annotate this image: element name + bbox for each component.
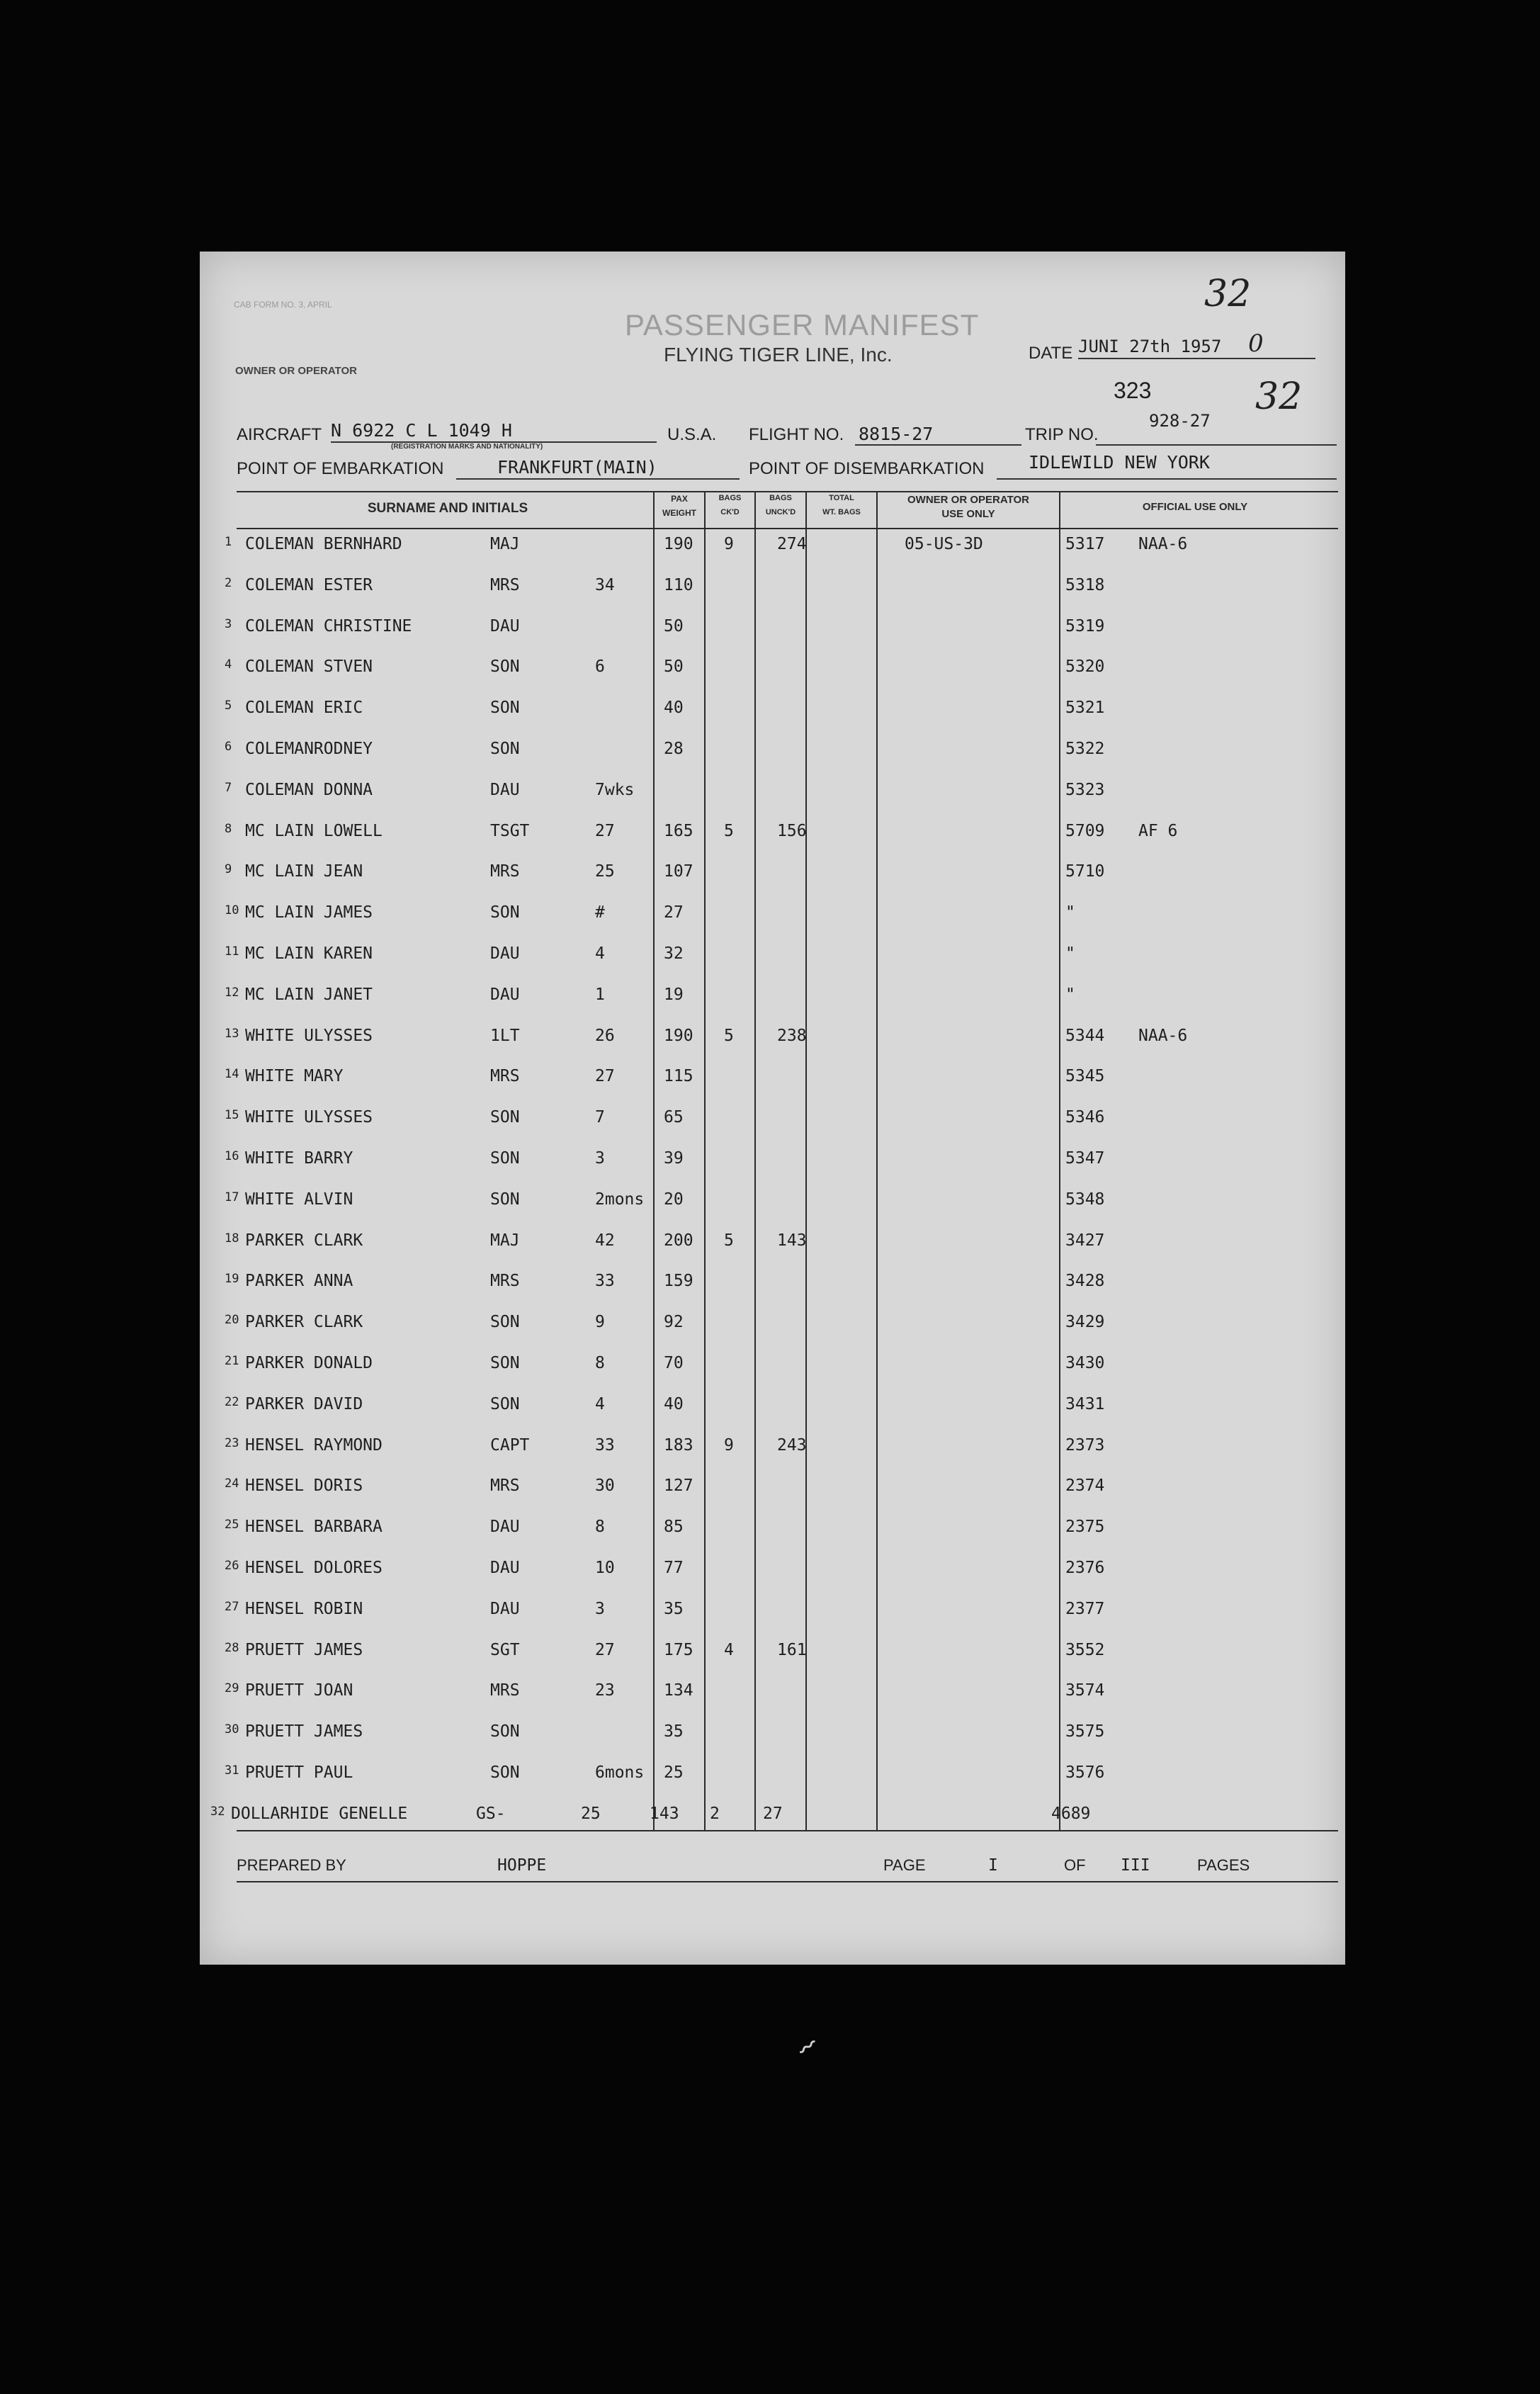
official-number: 2376 xyxy=(1065,1559,1105,1577)
passenger-title: SON xyxy=(490,657,520,677)
passenger-name: HENSEL RAYMOND xyxy=(245,1435,383,1455)
passenger-age: 6 xyxy=(595,657,605,677)
table-row xyxy=(200,1641,1345,1682)
passenger-name: COLEMAN ESTER xyxy=(245,575,373,594)
row-number: 11 xyxy=(225,944,239,959)
passenger-name: PRUETT PAUL xyxy=(245,1763,353,1782)
table-row xyxy=(200,862,1345,903)
passenger-name: WHITE MARY xyxy=(245,1067,344,1086)
passenger-name: HENSEL DOLORES xyxy=(245,1559,383,1577)
row-number: 12 xyxy=(225,985,239,1000)
table-row xyxy=(200,1354,1345,1395)
passenger-name: HENSEL BARBARA xyxy=(245,1518,383,1537)
passenger-name: MC LAIN JAMES xyxy=(245,903,373,922)
passenger-age: 10 xyxy=(595,1559,615,1577)
table-row xyxy=(200,781,1345,822)
passenger-age: 7 xyxy=(595,1108,605,1127)
row-number: 5 xyxy=(225,699,232,713)
passenger-age: # xyxy=(595,903,605,922)
header-total: TOTAL xyxy=(829,494,854,502)
official-number: 2373 xyxy=(1065,1435,1105,1455)
official-number: 5318 xyxy=(1065,575,1105,594)
bags-unchecked: 27 xyxy=(763,1804,783,1823)
passenger-weight: 20 xyxy=(664,1190,684,1209)
passenger-name: HENSEL ROBIN xyxy=(245,1599,363,1618)
owner-use: 05-US-3D xyxy=(905,535,983,553)
passenger-title: DAU xyxy=(490,1559,520,1577)
table-row xyxy=(200,1559,1345,1600)
table-row xyxy=(200,1518,1345,1559)
bags-checked: 2 xyxy=(710,1804,720,1823)
row-number: 31 xyxy=(225,1763,239,1778)
row-number: 8 xyxy=(225,821,232,836)
header-ckd: CK'D xyxy=(720,508,740,516)
passenger-name: COLEMANRODNEY xyxy=(245,740,373,758)
of-value: III xyxy=(1121,1856,1150,1875)
passenger-age: 27 xyxy=(595,821,615,840)
bags-unchecked: 161 xyxy=(777,1640,807,1659)
passenger-age: 33 xyxy=(595,1272,615,1291)
handwritten-mark-1: 32 xyxy=(1204,273,1252,315)
table-row xyxy=(200,1108,1345,1149)
table-row xyxy=(200,617,1345,658)
passenger-weight: 50 xyxy=(664,616,684,636)
passenger-name: PRUETT JAMES xyxy=(245,1722,363,1741)
passenger-name: DOLLARHIDE GENELLE xyxy=(231,1804,408,1823)
official-number: " xyxy=(1065,985,1075,1004)
header-bags-ckd: BAGS xyxy=(718,494,742,502)
bags-unchecked: 274 xyxy=(777,535,807,553)
passenger-age: 6mons xyxy=(595,1763,645,1782)
table-row xyxy=(200,740,1345,781)
table-row xyxy=(200,1722,1345,1763)
prepared-by-label: PREPARED BY xyxy=(237,1856,346,1874)
date-value: JUNI 27th 1957 xyxy=(1078,337,1222,356)
manifest-title: PASSENGER MANIFEST xyxy=(625,308,980,341)
passenger-title: SON xyxy=(490,699,520,718)
bags-checked: 5 xyxy=(724,821,734,840)
date-label: DATE xyxy=(1029,344,1073,363)
header-owner-operator: OWNER OR OPERATOR xyxy=(907,494,1029,506)
table-row xyxy=(200,1763,1345,1805)
official-number: 5321 xyxy=(1065,699,1105,718)
row-number: 27 xyxy=(225,1599,239,1614)
passenger-age: 7wks xyxy=(595,780,635,799)
airline-name: FLYING TIGER LINE, Inc. xyxy=(664,344,893,366)
passenger-name: PARKER ANNA xyxy=(245,1272,353,1291)
official-number: 5348 xyxy=(1065,1190,1105,1209)
passenger-weight: 107 xyxy=(664,862,693,881)
row-number: 3 xyxy=(225,616,232,631)
passenger-title: SON xyxy=(490,1354,520,1372)
passenger-title: DAU xyxy=(490,780,520,799)
passenger-weight: 27 xyxy=(664,903,684,922)
passenger-name: PRUETT JAMES xyxy=(245,1640,363,1659)
passenger-title: SON xyxy=(490,1108,520,1127)
passenger-age: 23 xyxy=(595,1681,615,1700)
bags-unchecked: 243 xyxy=(777,1435,807,1455)
passenger-name: COLEMAN BERNHARD xyxy=(245,535,402,553)
row-number: 25 xyxy=(225,1518,239,1532)
bags-unchecked: 143 xyxy=(777,1231,807,1250)
header-wt-bags: WT. BAGS xyxy=(822,508,861,516)
passenger-weight: 70 xyxy=(664,1354,684,1372)
passenger-weight: 28 xyxy=(664,740,684,758)
table-row xyxy=(200,903,1345,944)
passenger-age: 33 xyxy=(595,1435,615,1455)
row-number: 30 xyxy=(225,1722,239,1737)
row-number: 14 xyxy=(225,1067,239,1082)
passenger-title: MRS xyxy=(490,575,520,594)
passenger-age: 25 xyxy=(581,1804,601,1823)
bags-checked: 5 xyxy=(724,1231,734,1250)
row-number: 13 xyxy=(225,1026,239,1041)
passenger-weight: 134 xyxy=(664,1681,693,1700)
table-row xyxy=(200,1600,1345,1641)
row-number: 28 xyxy=(225,1640,239,1655)
passenger-title: SON xyxy=(490,740,520,758)
passenger-title: GS- xyxy=(476,1804,506,1823)
passenger-name: COLEMAN DONNA xyxy=(245,780,373,799)
official-number: 3574 xyxy=(1065,1681,1105,1700)
table-row xyxy=(200,1395,1345,1436)
passenger-name: HENSEL DORIS xyxy=(245,1477,363,1496)
official-number: 5347 xyxy=(1065,1149,1105,1168)
table-row xyxy=(200,1477,1345,1518)
passenger-weight: 143 xyxy=(650,1804,679,1823)
official-number: 3552 xyxy=(1065,1640,1105,1659)
embarkation-label: POINT OF EMBARKATION xyxy=(237,459,444,478)
passenger-title: SON xyxy=(490,1149,520,1168)
passenger-name: WHITE ULYSSES xyxy=(245,1108,373,1127)
passenger-title: SON xyxy=(490,1394,520,1413)
row-number: 21 xyxy=(225,1354,239,1368)
table-row xyxy=(200,1231,1345,1272)
table-row xyxy=(200,1272,1345,1313)
official-number: 5323 xyxy=(1065,780,1105,799)
passenger-weight: 25 xyxy=(664,1763,684,1782)
official-number: 5320 xyxy=(1065,657,1105,677)
table-row xyxy=(200,1067,1345,1108)
table-row xyxy=(200,944,1345,986)
passenger-title: SGT xyxy=(490,1640,520,1659)
bags-checked: 9 xyxy=(724,535,734,553)
passenger-title: DAU xyxy=(490,985,520,1004)
passenger-weight: 200 xyxy=(664,1231,693,1250)
passenger-title: MRS xyxy=(490,1477,520,1496)
passenger-name: PARKER CLARK xyxy=(245,1313,363,1332)
passenger-weight: 110 xyxy=(664,575,693,594)
official-number: 5346 xyxy=(1065,1108,1105,1127)
page-value: I xyxy=(988,1856,998,1875)
passenger-title: MAJ xyxy=(490,535,520,553)
row-number: 4 xyxy=(225,657,232,672)
passenger-title: MRS xyxy=(490,1681,520,1700)
passenger-age: 30 xyxy=(595,1477,615,1496)
passenger-weight: 92 xyxy=(664,1313,684,1332)
table-row xyxy=(200,1313,1345,1354)
bags-checked: 4 xyxy=(724,1640,734,1659)
row-number: 22 xyxy=(225,1394,239,1409)
passenger-title: MRS xyxy=(490,1272,520,1291)
passenger-title: DAU xyxy=(490,1599,520,1618)
row-number: 26 xyxy=(225,1559,239,1573)
passenger-title: 1LT xyxy=(490,1026,520,1045)
passenger-weight: 190 xyxy=(664,535,693,553)
official-number: 4689 xyxy=(1051,1804,1091,1823)
passenger-age: 34 xyxy=(595,575,615,594)
header-bags-unckd: BAGS xyxy=(769,494,792,502)
passenger-name: PARKER DONALD xyxy=(245,1354,373,1372)
row-number: 18 xyxy=(225,1231,239,1246)
passenger-name: WHITE BARRY xyxy=(245,1149,353,1168)
official-number: 2375 xyxy=(1065,1518,1105,1537)
passenger-age: 42 xyxy=(595,1231,615,1250)
embarkation-value: FRANKFURT(MAIN) xyxy=(497,457,657,478)
passenger-age: 27 xyxy=(595,1640,615,1659)
passenger-name: MC LAIN LOWELL xyxy=(245,821,383,840)
film-scratch-mark: ⌇ xyxy=(791,2034,822,2061)
row-number: 1 xyxy=(225,535,232,549)
passenger-age: 4 xyxy=(595,944,605,963)
passenger-age: 25 xyxy=(595,862,615,881)
passenger-name: COLEMAN STVEN xyxy=(245,657,373,677)
official-note: NAA-6 xyxy=(1138,535,1188,553)
header-use-only: USE ONLY xyxy=(941,508,995,520)
row-number: 29 xyxy=(225,1681,239,1696)
passenger-name: MC LAIN JANET xyxy=(245,985,373,1004)
passenger-name: MC LAIN KAREN xyxy=(245,944,373,963)
passenger-age: 3 xyxy=(595,1149,605,1168)
nationality: U.S.A. xyxy=(667,425,717,444)
passenger-weight: 190 xyxy=(664,1026,693,1045)
passenger-name: WHITE ULYSSES xyxy=(245,1026,373,1045)
passenger-age: 1 xyxy=(595,985,605,1004)
trip-value: 928-27 xyxy=(1149,411,1211,431)
header-official-use: OFFICIAL USE ONLY xyxy=(1142,501,1248,513)
table-row xyxy=(200,657,1345,699)
passenger-weight: 32 xyxy=(664,944,684,963)
handwritten-mark-2: 0 xyxy=(1248,329,1264,358)
pages-label: PAGES xyxy=(1197,1856,1250,1874)
registration-note: (REGISTRATION MARKS AND NATIONALITY) xyxy=(391,443,543,451)
passenger-age: 4 xyxy=(595,1394,605,1413)
passenger-title: DAU xyxy=(490,616,520,636)
row-number: 2 xyxy=(225,575,232,590)
header-weight: WEIGHT xyxy=(662,508,696,518)
official-number: 2377 xyxy=(1065,1599,1105,1618)
passenger-weight: 19 xyxy=(664,985,684,1004)
official-number: 5319 xyxy=(1065,616,1105,636)
aircraft-value: N 6922 C L 1049 H xyxy=(331,420,512,441)
flight-label: FLIGHT NO. xyxy=(749,425,844,444)
passenger-weight: 35 xyxy=(664,1599,684,1618)
passenger-weight: 39 xyxy=(664,1149,684,1168)
of-label: OF xyxy=(1064,1856,1086,1874)
passenger-weight: 77 xyxy=(664,1559,684,1577)
row-number: 32 xyxy=(210,1804,225,1819)
table-row xyxy=(200,1149,1345,1190)
official-number: 3429 xyxy=(1065,1313,1105,1332)
official-number: 3428 xyxy=(1065,1272,1105,1291)
official-number: 5317 xyxy=(1065,535,1105,553)
row-number: 9 xyxy=(225,862,232,877)
page-stamp-number: 323 xyxy=(1114,378,1152,403)
passenger-title: SON xyxy=(490,1313,520,1332)
row-number: 16 xyxy=(225,1149,239,1163)
official-note: NAA-6 xyxy=(1138,1026,1188,1045)
table-row xyxy=(186,1805,1331,1846)
page-label: PAGE xyxy=(883,1856,926,1874)
passenger-weight: 175 xyxy=(664,1640,693,1659)
bags-unchecked: 238 xyxy=(777,1026,807,1045)
row-number: 6 xyxy=(225,740,232,754)
table-row xyxy=(200,986,1345,1027)
passenger-name: MC LAIN JEAN xyxy=(245,862,363,881)
official-number: 3431 xyxy=(1065,1394,1105,1413)
passenger-title: SON xyxy=(490,903,520,922)
passenger-name: PARKER DAVID xyxy=(245,1394,363,1413)
passenger-weight: 85 xyxy=(664,1518,684,1537)
table-row xyxy=(200,699,1345,740)
passenger-weight: 165 xyxy=(664,821,693,840)
official-number: 5322 xyxy=(1065,740,1105,758)
official-number: 5709 xyxy=(1065,821,1105,840)
passenger-weight: 127 xyxy=(664,1477,693,1496)
table-row xyxy=(200,1190,1345,1231)
table-row xyxy=(200,1436,1345,1477)
header-pax: PAX xyxy=(671,494,688,504)
table-row xyxy=(200,822,1345,863)
owner-label: OWNER OR OPERATOR xyxy=(235,365,357,377)
official-number: 3576 xyxy=(1065,1763,1105,1782)
row-number: 10 xyxy=(225,903,239,918)
official-number: 3430 xyxy=(1065,1354,1105,1372)
official-number: 3427 xyxy=(1065,1231,1105,1250)
manifest-sheet xyxy=(200,252,1345,1965)
passenger-weight: 40 xyxy=(664,699,684,718)
passenger-weight: 40 xyxy=(664,1394,684,1413)
passenger-title: TSGT xyxy=(490,821,530,840)
row-number: 23 xyxy=(225,1435,239,1450)
passenger-title: MAJ xyxy=(490,1231,520,1250)
official-number: " xyxy=(1065,944,1075,963)
row-number: 24 xyxy=(225,1477,239,1491)
bags-checked: 5 xyxy=(724,1026,734,1045)
passenger-name: COLEMAN CHRISTINE xyxy=(245,616,412,636)
row-number: 15 xyxy=(225,1108,239,1123)
official-number: 3575 xyxy=(1065,1722,1105,1741)
passenger-weight: 35 xyxy=(664,1722,684,1741)
passenger-weight: 159 xyxy=(664,1272,693,1291)
trip-label: TRIP NO. xyxy=(1025,425,1099,444)
passenger-age: 27 xyxy=(595,1067,615,1086)
row-number: 17 xyxy=(225,1190,239,1204)
official-number: 5344 xyxy=(1065,1026,1105,1045)
prepared-by-value: HOPPE xyxy=(497,1856,547,1875)
passenger-age: 26 xyxy=(595,1026,615,1045)
passenger-weight: 65 xyxy=(664,1108,684,1127)
passenger-age: 9 xyxy=(595,1313,605,1332)
passenger-name: WHITE ALVIN xyxy=(245,1190,353,1209)
passenger-title: SON xyxy=(490,1722,520,1741)
disembarkation-value: IDLEWILD NEW YORK xyxy=(1029,452,1210,473)
official-number: 2374 xyxy=(1065,1477,1105,1496)
form-number: CAB FORM NO. 3, APRIL xyxy=(234,300,332,310)
passenger-weight: 115 xyxy=(664,1067,693,1086)
official-number: " xyxy=(1065,903,1075,922)
passenger-age: 8 xyxy=(595,1518,605,1537)
passenger-title: SON xyxy=(490,1190,520,1209)
passenger-weight: 50 xyxy=(664,657,684,677)
passenger-name: PARKER CLARK xyxy=(245,1231,363,1250)
official-number: 5710 xyxy=(1065,862,1105,881)
passenger-title: MRS xyxy=(490,862,520,881)
passenger-title: DAU xyxy=(490,1518,520,1537)
passenger-age: 2mons xyxy=(595,1190,645,1209)
flight-value: 8815-27 xyxy=(859,424,934,444)
passenger-title: SON xyxy=(490,1763,520,1782)
row-number: 7 xyxy=(225,780,232,795)
bags-unchecked: 156 xyxy=(777,821,807,840)
table-row xyxy=(200,535,1345,576)
row-number: 19 xyxy=(225,1272,239,1287)
header-unckd: UNCK'D xyxy=(765,508,796,516)
passenger-weight: 183 xyxy=(664,1435,693,1455)
passenger-name: PRUETT JOAN xyxy=(245,1681,353,1700)
header-surname: SURNAME AND INITIALS xyxy=(367,501,528,516)
table-row xyxy=(200,576,1345,617)
passenger-age: 8 xyxy=(595,1354,605,1372)
table-row xyxy=(200,1681,1345,1722)
passenger-age: 3 xyxy=(595,1599,605,1618)
official-note: AF 6 xyxy=(1138,821,1178,840)
passenger-title: CAPT xyxy=(490,1435,530,1455)
passenger-name: COLEMAN ERIC xyxy=(245,699,363,718)
handwritten-mark-3: 32 xyxy=(1255,376,1303,418)
table-row xyxy=(200,1027,1345,1068)
aircraft-label: AIRCRAFT xyxy=(237,425,322,444)
bags-checked: 9 xyxy=(724,1435,734,1455)
passenger-title: MRS xyxy=(490,1067,520,1086)
passenger-title: DAU xyxy=(490,944,520,963)
disembarkation-label: POINT OF DISEMBARKATION xyxy=(749,459,985,478)
official-number: 5345 xyxy=(1065,1067,1105,1086)
row-number: 20 xyxy=(225,1313,239,1328)
